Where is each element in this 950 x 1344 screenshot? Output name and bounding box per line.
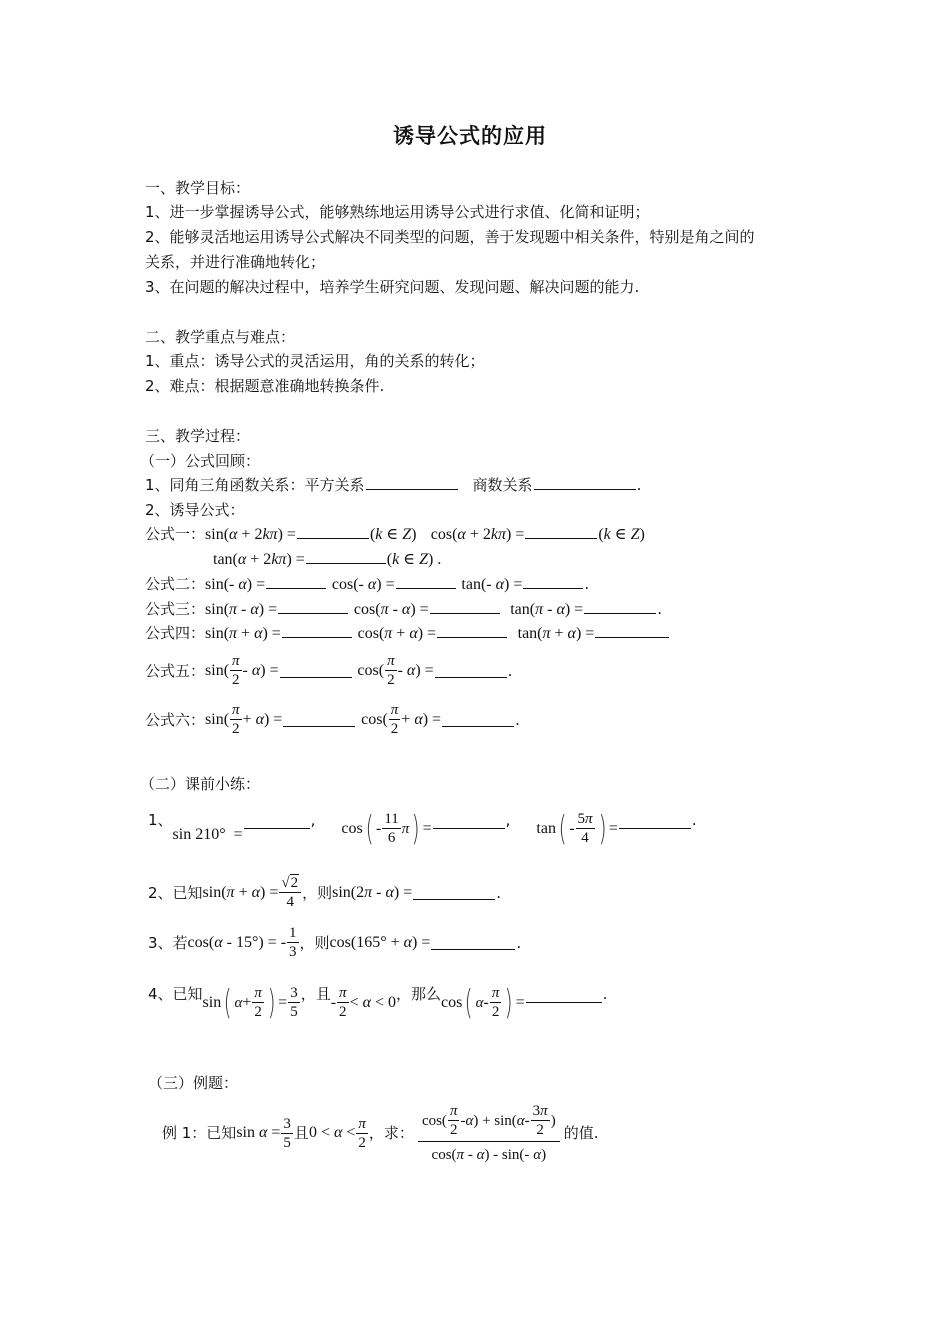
fraction: $\frac{\pi}{2}$ bbox=[254, 985, 262, 1020]
fraction: $\frac{\pi}{2}$ bbox=[358, 1115, 366, 1151]
fraction: $\frac{11}{6}$ bbox=[384, 811, 399, 846]
formula-2: 公式二：sin(- α) = cos(- α) = tan(- α) = . bbox=[145, 575, 590, 593]
sec1-item: 关系，并进行准确地转化； bbox=[145, 253, 326, 271]
example-expression: cos( $\frac{\pi}{2}$ - α ) + sin( α - $\frac{3\pi}{2}$ ) cos(π - α) - sin(- α) bbox=[418, 1102, 560, 1164]
formula-label: 公式六： bbox=[145, 710, 206, 729]
question-text: ，且 bbox=[300, 985, 331, 1003]
formula-6: 公式六： sin( $\frac{\pi}{2}$ + α) = cos( $\frac{\pi}{2}$ + α) = . bbox=[145, 702, 520, 737]
quotient-label: 商数关系 bbox=[472, 476, 533, 494]
sub-heading-examples: （三）例题： bbox=[148, 1074, 239, 1092]
answer-blank[interactable] bbox=[396, 574, 456, 589]
identity-line: 1、同角三角函数关系：平方关系 商数关系 . bbox=[145, 476, 642, 494]
fraction: $\frac{\pi}{2}$ bbox=[232, 702, 240, 737]
page-title: 诱导公式的应用 bbox=[393, 124, 547, 148]
sec1-heading: 一、教学目标： bbox=[145, 179, 251, 197]
answer-blank[interactable] bbox=[534, 475, 636, 490]
answer-blank[interactable] bbox=[282, 623, 352, 638]
answer-blank[interactable] bbox=[435, 663, 507, 678]
answer-blank[interactable] bbox=[442, 712, 514, 727]
example-1: 例 1：已知 sin α = $\frac{3}{5}$ 且 0 < α < $\frac{\pi}{2}$ ，求： cos( $\frac{\pi}{2}$ - α ) + sin( α - $\frac{3\pi}{2}$ ) cos(π - α) - sin(- α) 的值. bbox=[162, 1103, 599, 1163]
formula-1b: tan(α + 2kπ) = (k ∈ Z) . bbox=[213, 551, 442, 568]
example-text: 的值. bbox=[563, 1124, 599, 1142]
answer-blank[interactable] bbox=[280, 663, 352, 678]
answer-blank[interactable] bbox=[430, 599, 500, 614]
formula-1: 公式一：sin(α + 2kπ) = (k ∈ Z) cos(α + 2kπ) = (k ∈ Z) bbox=[145, 525, 645, 543]
question-text: ，那么 bbox=[396, 985, 442, 1003]
answer-blank[interactable] bbox=[431, 935, 515, 950]
answer-blank[interactable] bbox=[433, 814, 505, 829]
fraction: $\frac{\pi}{2}$ bbox=[339, 985, 347, 1020]
identity-label: 1、同角三角函数关系：平方关系 bbox=[145, 476, 365, 494]
fraction: $\frac{√2}{4}$ bbox=[279, 874, 301, 911]
sec2-item: 1、重点：诱导公式的灵活运用，角的关系的转化； bbox=[145, 352, 485, 370]
question-text: ，则 bbox=[299, 933, 330, 952]
answer-blank[interactable] bbox=[413, 885, 495, 900]
question-text: 3、若 bbox=[148, 933, 188, 952]
practice-4: 4、已知 sin ( α + $\frac{\pi}{2}$ ) = $\frac{3}{5}$ ，且 - $\frac{\pi}{2}$ < α < 0 ，那么 cos ( α - $\frac{\pi}{2}$ ) = . bbox=[148, 982, 608, 1023]
answer-blank[interactable] bbox=[619, 814, 691, 829]
answer-blank[interactable] bbox=[283, 712, 355, 727]
example-text: 例 1：已知 bbox=[162, 1124, 237, 1142]
fraction: $\frac{\pi}{2}$ bbox=[387, 653, 395, 688]
answer-blank[interactable] bbox=[306, 549, 386, 564]
sec1-item: 2、能够灵活地运用诱导公式解决不同类型的问题，善于发现题中相关条件，特别是角之间的 bbox=[145, 228, 755, 246]
sec1-item: 3、在问题的解决过程中，培养学生研究问题、发现问题、解决问题的能力. bbox=[145, 278, 640, 296]
answer-blank[interactable] bbox=[266, 574, 326, 589]
question-number: 1、 bbox=[148, 811, 173, 829]
example-text: ，求： bbox=[368, 1124, 414, 1142]
fraction: $\frac{5\pi}{4}$ bbox=[577, 811, 593, 846]
fraction: $\frac{1}{3}$ bbox=[289, 925, 297, 960]
fraction: $\frac{\pi}{2}$ bbox=[491, 985, 500, 1020]
fraction: $\frac{3}{5}$ bbox=[283, 1115, 291, 1151]
fraction: $\frac{\pi}{2}$ bbox=[390, 702, 399, 737]
answer-blank[interactable] bbox=[437, 623, 507, 638]
formula-4: 公式四：sin(π + α) = cos(π + α) = tan(π + α) = bbox=[145, 623, 670, 644]
sec2-item: 2、难点：根据题意准确地转换条件. bbox=[145, 377, 385, 395]
formula-label: 公式四： bbox=[145, 624, 206, 642]
answer-blank[interactable] bbox=[244, 814, 310, 829]
answer-blank[interactable] bbox=[523, 574, 583, 589]
example-text: 且 bbox=[293, 1124, 309, 1142]
fraction: $\frac{3}{5}$ bbox=[290, 985, 298, 1020]
answer-blank[interactable] bbox=[595, 623, 669, 638]
sec3-heading: 三、教学过程： bbox=[145, 427, 251, 445]
practice-2: 2、已知 sin(π + α) = $\frac{√2}{4}$ ，则 sin(2π - α) = . bbox=[148, 875, 501, 910]
answer-blank[interactable] bbox=[525, 524, 597, 539]
sec1-item: 1、进一步掌握诱导公式，能够熟练地运用诱导公式进行求值、化简和证明； bbox=[145, 203, 650, 221]
practice-1: 1、 sin 210° = , cos ( - $\frac{11}{6}$ π ) = , tan ( - $\frac{5\pi}{4}$ ) = . bbox=[148, 808, 697, 849]
answer-blank[interactable] bbox=[584, 599, 656, 614]
practice-3: 3、若 cos(α - 15°) = - $\frac{1}{3}$ ，则 cos(165° + α) = . bbox=[148, 925, 522, 960]
answer-blank[interactable] bbox=[278, 599, 348, 614]
sec2-heading: 二、教学重点与难点： bbox=[145, 328, 296, 346]
answer-blank[interactable] bbox=[297, 524, 369, 539]
question-text: ，则 bbox=[302, 883, 333, 902]
formula-label: 公式五： bbox=[145, 661, 206, 680]
answer-blank[interactable] bbox=[366, 475, 458, 490]
sub-heading-review: （一）公式回顾： bbox=[140, 452, 261, 470]
formula-label: 公式二： bbox=[145, 575, 206, 593]
fraction: $\frac{\pi}{2}$ bbox=[232, 653, 240, 688]
answer-blank[interactable] bbox=[526, 988, 602, 1003]
induction-label: 2、诱导公式： bbox=[145, 501, 245, 519]
sub-heading-practice: （二）课前小练： bbox=[140, 775, 261, 793]
formula-5: 公式五： sin( $\frac{\pi}{2}$ - α) = cos( $\frac{\pi}{2}$ - α) = . bbox=[145, 653, 513, 688]
formula-label: 公式一： bbox=[145, 525, 206, 543]
question-text: 4、已知 bbox=[148, 985, 203, 1003]
question-text: 2、已知 bbox=[148, 883, 203, 902]
formula-label: 公式三： bbox=[145, 600, 206, 618]
formula-3: 公式三：sin(π - α) = cos(π - α) = tan(π - α) = . bbox=[145, 600, 662, 618]
